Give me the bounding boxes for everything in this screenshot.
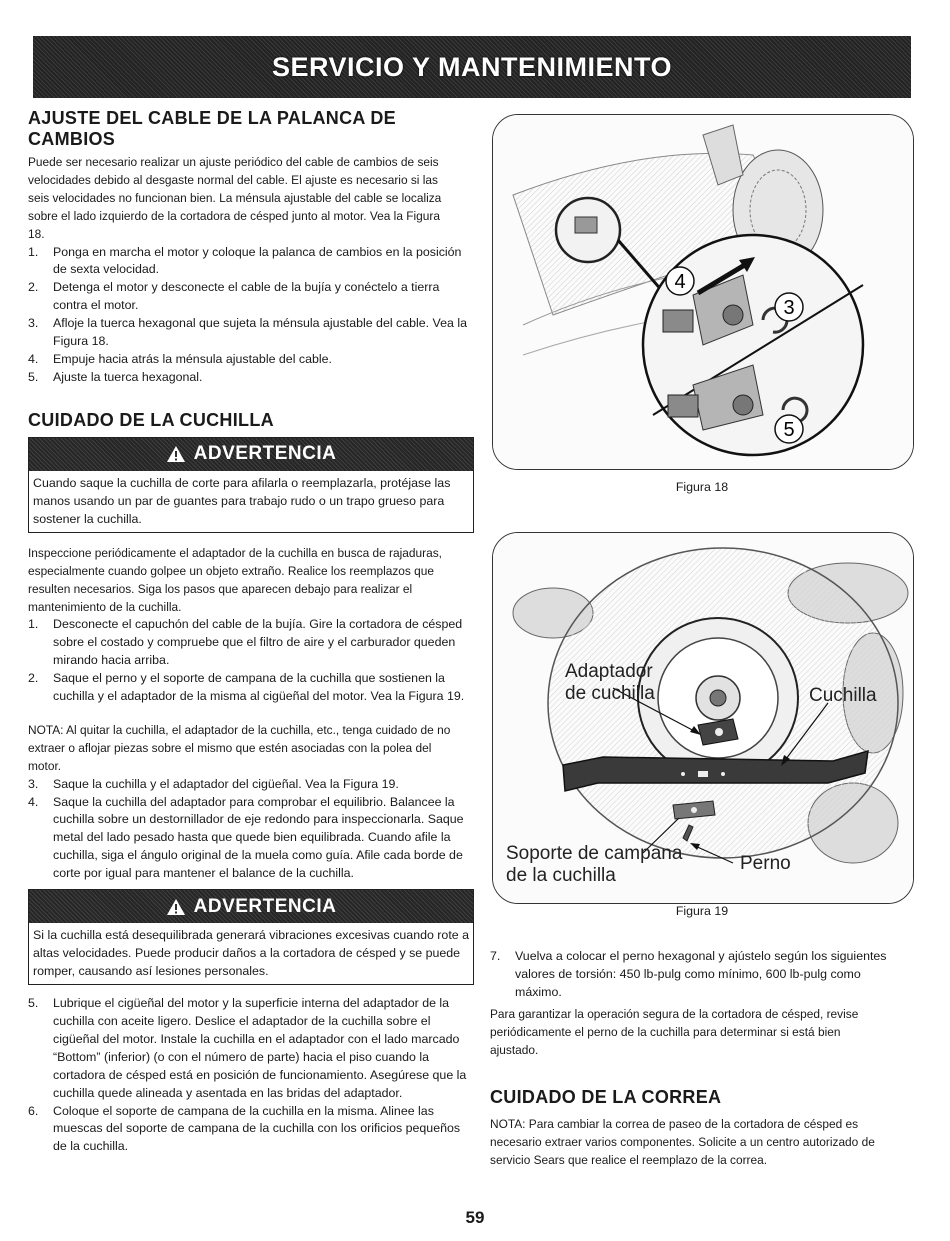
banner-title: SERVICIO Y MANTENIMIENTO: [271, 51, 673, 82]
list-item: [28, 776, 474, 794]
label-cuchilla: Cuchilla: [809, 685, 877, 706]
list-item: [490, 948, 908, 1002]
correa-nota-paragraph: NOTA: Para cambiar la correa de paseo de la cortadora de césped es necesario extraer varios componentes. Solicite a un centro autorizado de servicio Sears que realice el reemplazo de la correa.: [490, 1117, 875, 1168]
step-text: Saque la cuchilla del adaptador para comprobar el equilibrio. Balancee la cuchilla sobre un destornillador de eje redondo para inspeccionarla. Saque metal del lado pesado hasta que quede bien equilibrada. Cuando afile la cuchilla, siga el ángulo original de la muela como guía. Afile cada borde de corte por igual para mantener el balance de la cuchilla.: [53, 794, 464, 881]
step-number: 5.: [28, 996, 39, 1011]
figure-19-caption: Figura 19: [675, 904, 729, 918]
list-item: [28, 995, 474, 1102]
warning-label: ADVERTENCIA: [193, 443, 337, 465]
warning-text: Cuando saque la cuchilla de corte para afilarla o reemplazarla, protéjase las manos usando un par de guantes para trabajo rudo o un trapo grueso para sostener la cuchilla.: [33, 475, 451, 526]
page-banner: [33, 36, 911, 98]
cuchilla-steps-list-c: [28, 995, 474, 1156]
warning-header: [29, 438, 473, 471]
list-item: [28, 1103, 474, 1157]
warning-triangle-icon: [166, 445, 186, 463]
step-text: Empuje hacia atrás la ménsula ajustable del cable.: [53, 351, 332, 366]
step-text: Desconecte el capuchón del cable de la bujía. Gire la cortadora de césped sobre el costado y compruebe que el filtro de aire y el carburador queden mirando hacia arriba.: [53, 617, 463, 668]
step-text: Lubrique el cigüeñal del motor y la superficie interna del adaptador de la cuchilla con aceite ligero. Deslice el adaptador de la cuchilla sobre el cigüeñal del motor. Instale la cuchilla en el adaptador con el lado marcado “Bottom” (inferior) (o con el número de parte) hacia el piso cuando la cortadora de césped está en posición de funcionamiento. Asegúrese que la cuchilla quede alineada y asentada en las bridas del adaptador.: [53, 996, 467, 1100]
closing-paragraph: Para garantizar la operación segura de la cortadora de césped, revise periódicamente el perno de la cuchilla para determinar si está bien ajustado.: [490, 1006, 859, 1057]
list-item: [28, 369, 474, 387]
callout-3: 3: [783, 297, 795, 319]
callout-4: 4: [674, 271, 686, 293]
figure-18-caption: Figura 18: [675, 480, 729, 494]
list-item: [28, 616, 474, 670]
list-item: [28, 670, 474, 706]
list-item: [28, 351, 474, 369]
section-heading-cable: [28, 108, 474, 150]
cuchilla-steps-list-a: [28, 616, 474, 706]
step-number: 6.: [28, 1103, 39, 1118]
step-text: Vuelva a colocar el perno hexagonal y ajústelo según los siguientes valores de torsión: 450 lb-pulg como mínimo, 600 lb-pulg como máximo.: [515, 949, 887, 999]
cuchilla-steps-list-b: [28, 776, 474, 883]
warning-box-balance: [28, 889, 474, 985]
label-adaptador-line2: de cuchilla: [565, 683, 655, 704]
left-column: [28, 108, 474, 1156]
label-soporte-line1: Soporte de campana: [506, 843, 683, 864]
right-column: [490, 948, 908, 1170]
figure-19: [492, 532, 914, 904]
warning-header: [29, 890, 473, 923]
step-text: Coloque el soporte de campana de la cuchilla en la misma. Alinee las muescas del soporte de campana de la cuchilla con los orificios pequeños de la cuchilla.: [53, 1103, 461, 1154]
label-adaptador-line1: Adaptador: [565, 661, 653, 682]
step-text: Saque la cuchilla y el adaptador del cigüeñal. Vea la Figura 19.: [53, 776, 399, 791]
step-number: 2.: [28, 671, 39, 686]
cable-steps-list: [28, 244, 474, 387]
warning-triangle-icon: [166, 898, 186, 916]
cable-intro-paragraph: Puede ser necesario realizar un ajuste periódico del cable de cambios de seis velocidades debido al desgaste normal del cable. El ajuste es necesario si las seis velocidades no funcionan bien. La ménsula ajustable del cable se localiza sobre el lado izquierdo de la cortadora de césped junto al motor. Vea la Figura 18.: [28, 155, 442, 241]
list-item: [28, 315, 474, 351]
step-text: Detenga el motor y desconecte el cable de la bujía y conéctelo a tierra contra el motor.: [53, 280, 440, 313]
section-heading-cuchilla: CUIDADO DE LA CUCHILLA: [28, 409, 274, 430]
step-text: Ponga en marcha el motor y coloque la palanca de cambios en la posición de sexta velocidad.: [53, 244, 462, 277]
step-number: 3.: [28, 776, 39, 791]
step-text: Afloje la tuerca hexagonal que sujeta la ménsula ajustable del cable. Vea la Figura 18.: [53, 316, 467, 349]
step-number: 7.: [490, 949, 501, 963]
nota-paragraph: NOTA: Al quitar la cuchilla, el adaptador de la cuchilla, etc., tenga cuidado de no extraer o aflojar piezas sobre el mismo que estén asociadas con la polea del motor.: [28, 722, 451, 773]
figure-18: [492, 114, 914, 470]
warning-label: ADVERTENCIA: [193, 895, 337, 917]
step-number: 2.: [28, 280, 39, 295]
list-item: [28, 794, 474, 884]
cuchilla-steps-list-d: [490, 948, 908, 1002]
step-text: Ajuste la tuerca hexagonal.: [53, 369, 203, 384]
step-text: Saque el perno y el soporte de campana de la cuchilla que sostienen la cuchilla y el adaptador de la misma al cigüeñal del motor. Vea la Figura 19.: [53, 671, 465, 704]
list-item: [28, 279, 474, 315]
step-number: 3.: [28, 316, 39, 331]
cuchilla-intro-paragraph: Inspeccione periódicamente el adaptador de la cuchilla en busca de rajaduras, especialmente cuando golpee un objeto extraño. Realice los reemplazos que resulten necesarios. Siga los pasos que aparecen debajo para realizar el mantenimiento de la cuchilla.: [28, 545, 442, 614]
step-number: 1.: [28, 617, 39, 632]
step-number: 4.: [28, 351, 39, 366]
step-number: 5.: [28, 369, 39, 384]
warning-box-gloves: [28, 437, 474, 533]
warning-text: Si la cuchilla está desequilibrada generará vibraciones excesivas cuando rote a altas velocidades. Puede producir daños a la cortadora de césped y se puede romper, causando así lesiones personales.: [33, 928, 469, 979]
section-heading-cable-line1: AJUSTE DEL CABLE DE LA PALANCA DE: [28, 108, 396, 128]
callout-5: 5: [783, 419, 795, 441]
step-number: 1.: [28, 244, 39, 259]
list-item: [28, 244, 474, 280]
section-heading-correa: CUIDADO DE LA CORREA: [490, 1087, 722, 1108]
step-number: 4.: [28, 794, 39, 809]
label-soporte-line2: de la cuchilla: [506, 865, 616, 886]
figure-18-illustration: [493, 115, 913, 469]
page-number: 59: [465, 1208, 485, 1227]
label-perno: Perno: [740, 853, 791, 874]
section-heading-cable-line2: CAMBIOS: [28, 129, 116, 149]
